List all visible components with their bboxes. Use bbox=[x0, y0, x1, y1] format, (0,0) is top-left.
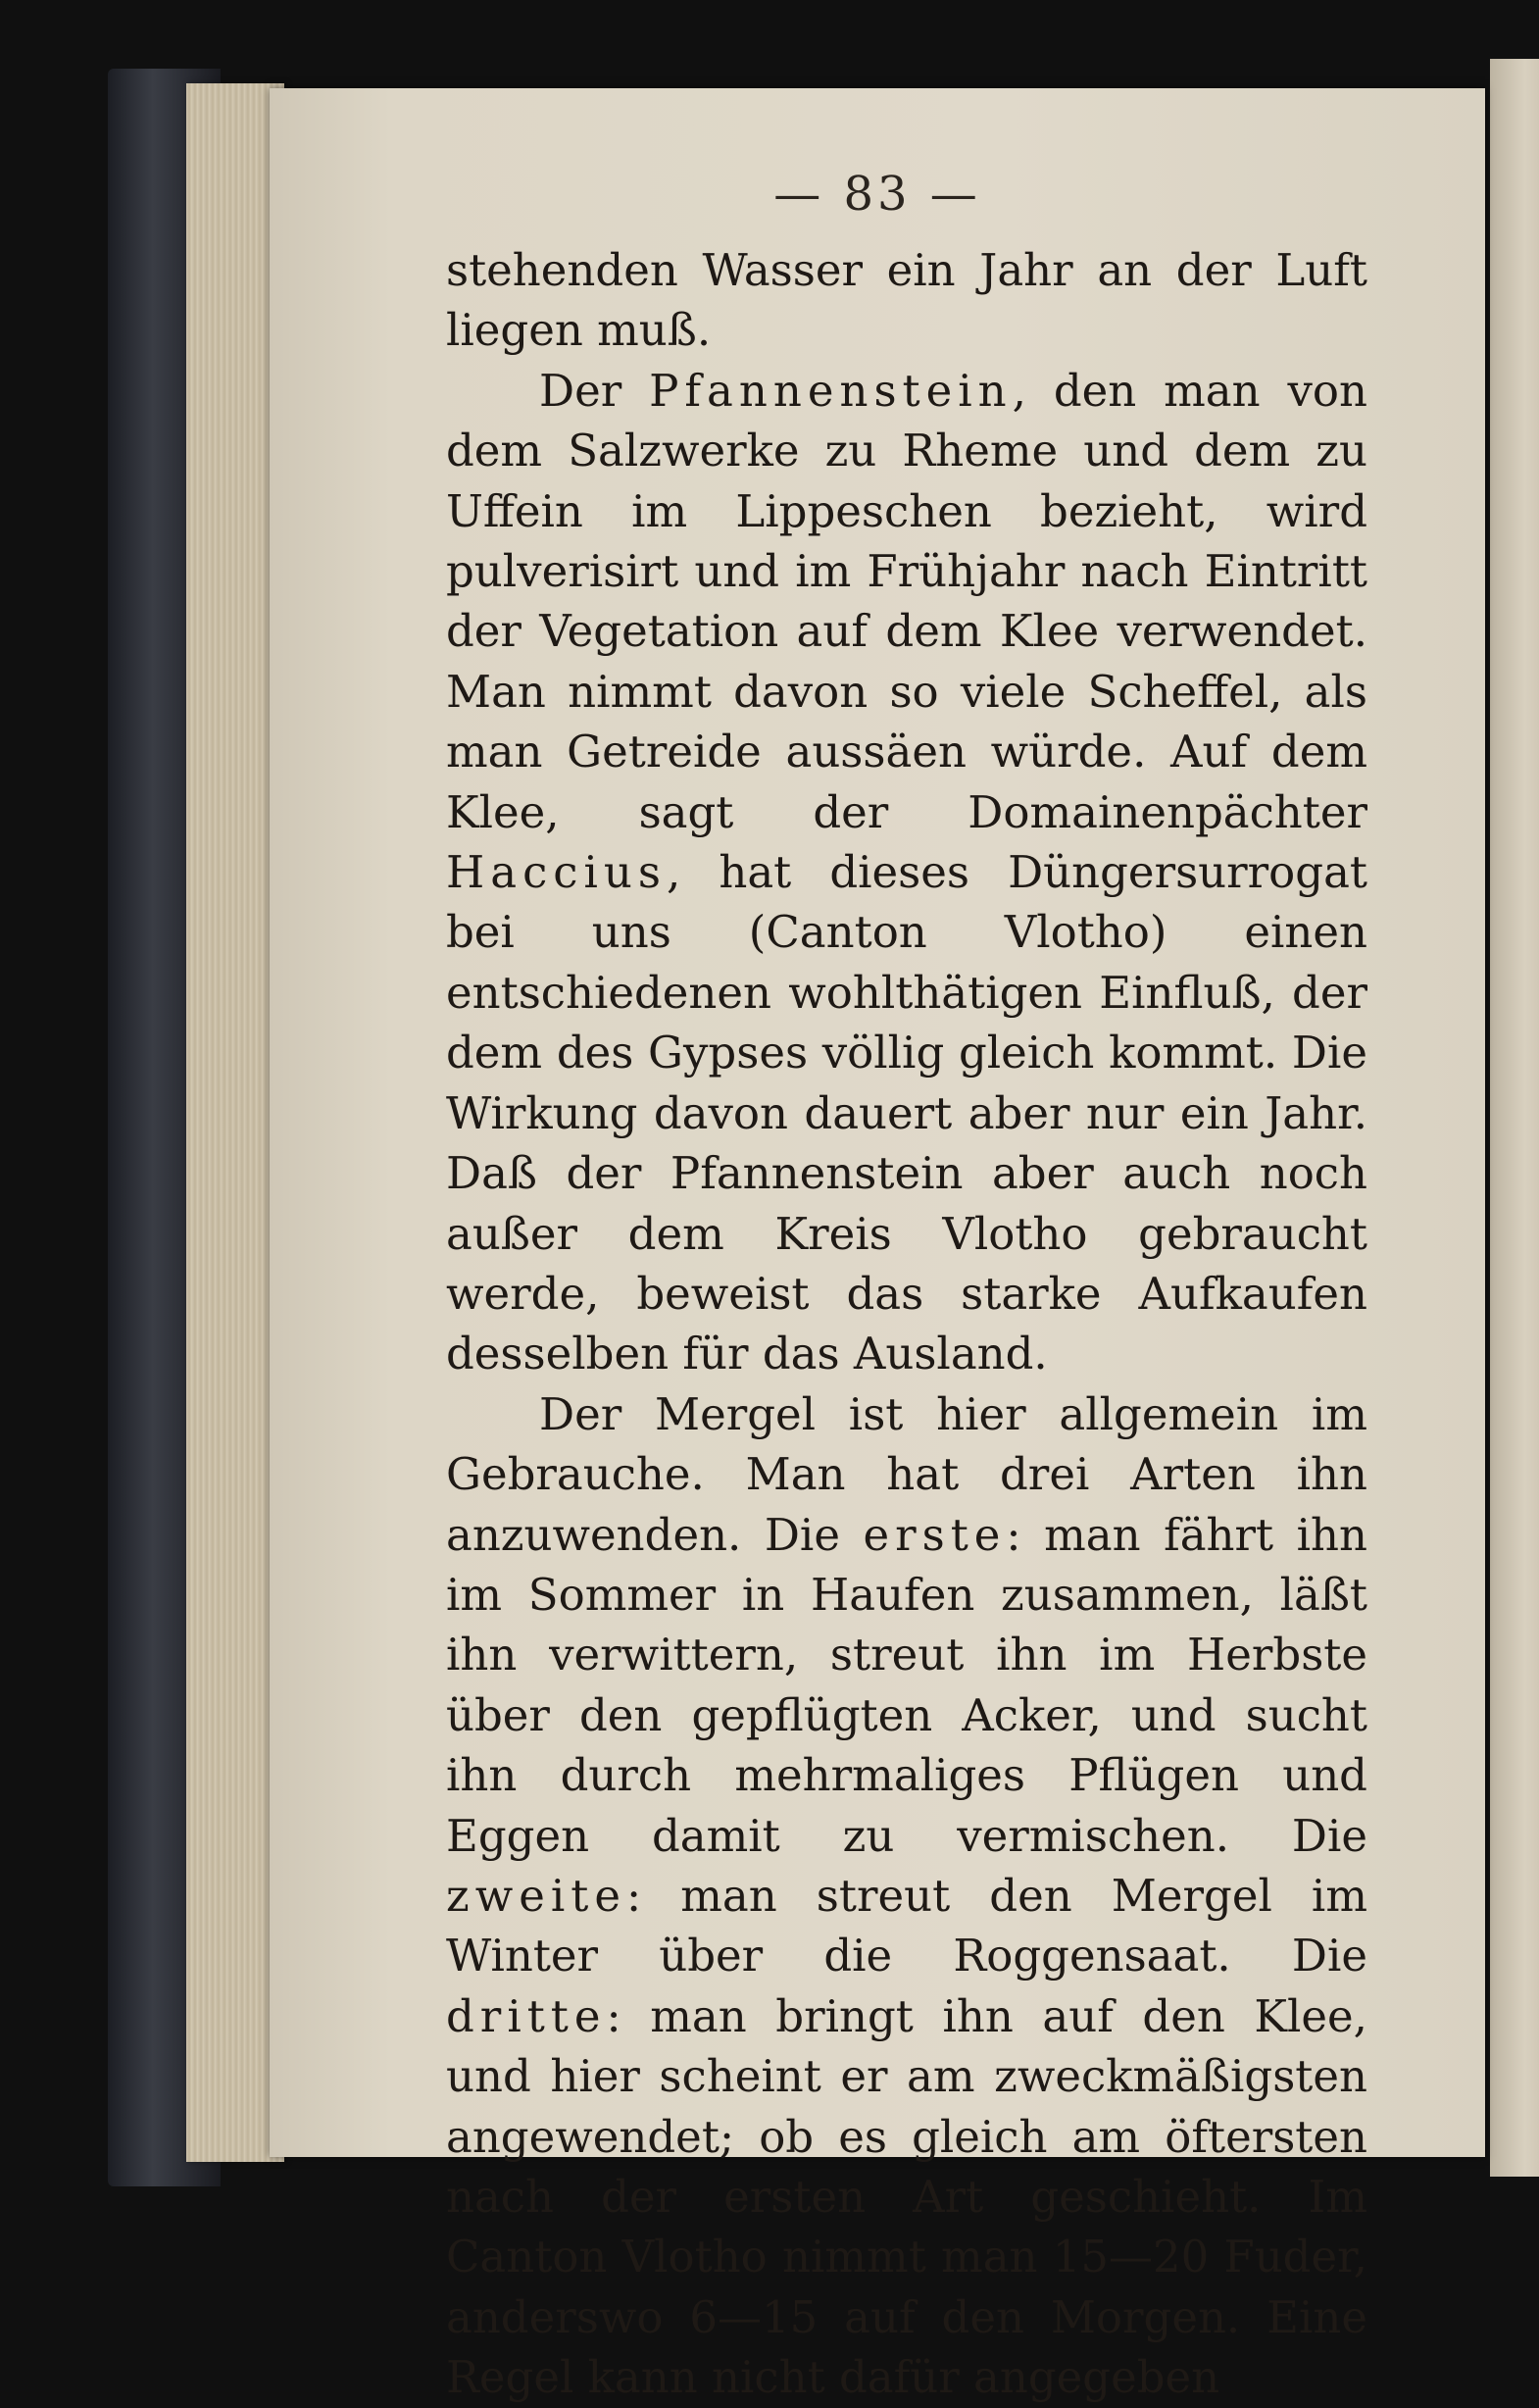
text-segment: : man fährt ihn im Sommer in Haufen zusammen, läßt ihn verwittern, streut ihn im Herbste über den gepflügten Acker, und sucht ihn durch mehrmaliges Pflügen und Eggen damit zu vermischen. Die bbox=[446, 1508, 1367, 1862]
emphasized-term: erste bbox=[863, 1508, 1007, 1561]
text-segment: : man bringt ihn auf den Klee, und hier scheint er am zweckmäßigsten angewendet; ob es gleich am öftersten nach der ersten Art geschieht. Im Canton Vlotho nimmt man 15—20 Fuder, anderswo 6—15 auf den Morgen. Eine Regel kann nicht dafür angegeben bbox=[446, 1989, 1367, 2404]
text-segment: stehenden Wasser ein Jahr an der Luft liegen muß. bbox=[446, 244, 1367, 357]
emphasized-name: Haccius bbox=[446, 846, 667, 899]
text-segment: : man streut den Mergel im Winter über die Roggensaat. Die bbox=[446, 1869, 1367, 1982]
paragraph-3 bbox=[446, 1384, 1367, 2408]
page-number: — 83 — bbox=[773, 167, 981, 222]
paragraph-1 bbox=[446, 240, 1367, 361]
emphasized-term: dritte bbox=[446, 1989, 607, 2042]
page-text bbox=[446, 240, 1367, 2408]
emphasized-term: Pfannenstein bbox=[649, 364, 1013, 417]
emphasized-term: zweite bbox=[446, 1869, 626, 1922]
text-segment: Der Mergel ist hier allgemein im Gebrauche. Man hat drei Arten ihn anzuwenden. Die bbox=[446, 1387, 1367, 1561]
book-page bbox=[270, 88, 1485, 2404]
text-segment: , den man von dem Salzwerke zu Rheme und dem zu Uffein im Lippeschen bezieht, wird pulverisirt und im Frühjahr nach Eintritt der Vegetation auf dem Klee verwendet. Man nimmt davon so viele Scheffel, als man Getreide aussäen würde. Auf dem Klee, sagt der Domainenpächter bbox=[446, 364, 1367, 838]
text-segment: , hat dieses Düngersurrogat bei uns (Canton Vlotho) einen entschiedenen wohlthätigen Einfluß, der dem des Gypses völlig gleich kommt. Die Wirkung davon dauert aber nur ein Jahr. Daß der Pfannenstein aber auch noch außer dem Kreis Vlotho gebraucht werde, beweist das starke Aufkaufen desselben für das Ausland. bbox=[446, 846, 1367, 1380]
text-segment: Der bbox=[539, 364, 650, 417]
next-page-edge bbox=[1490, 59, 1539, 2177]
paragraph-2 bbox=[446, 361, 1367, 1384]
